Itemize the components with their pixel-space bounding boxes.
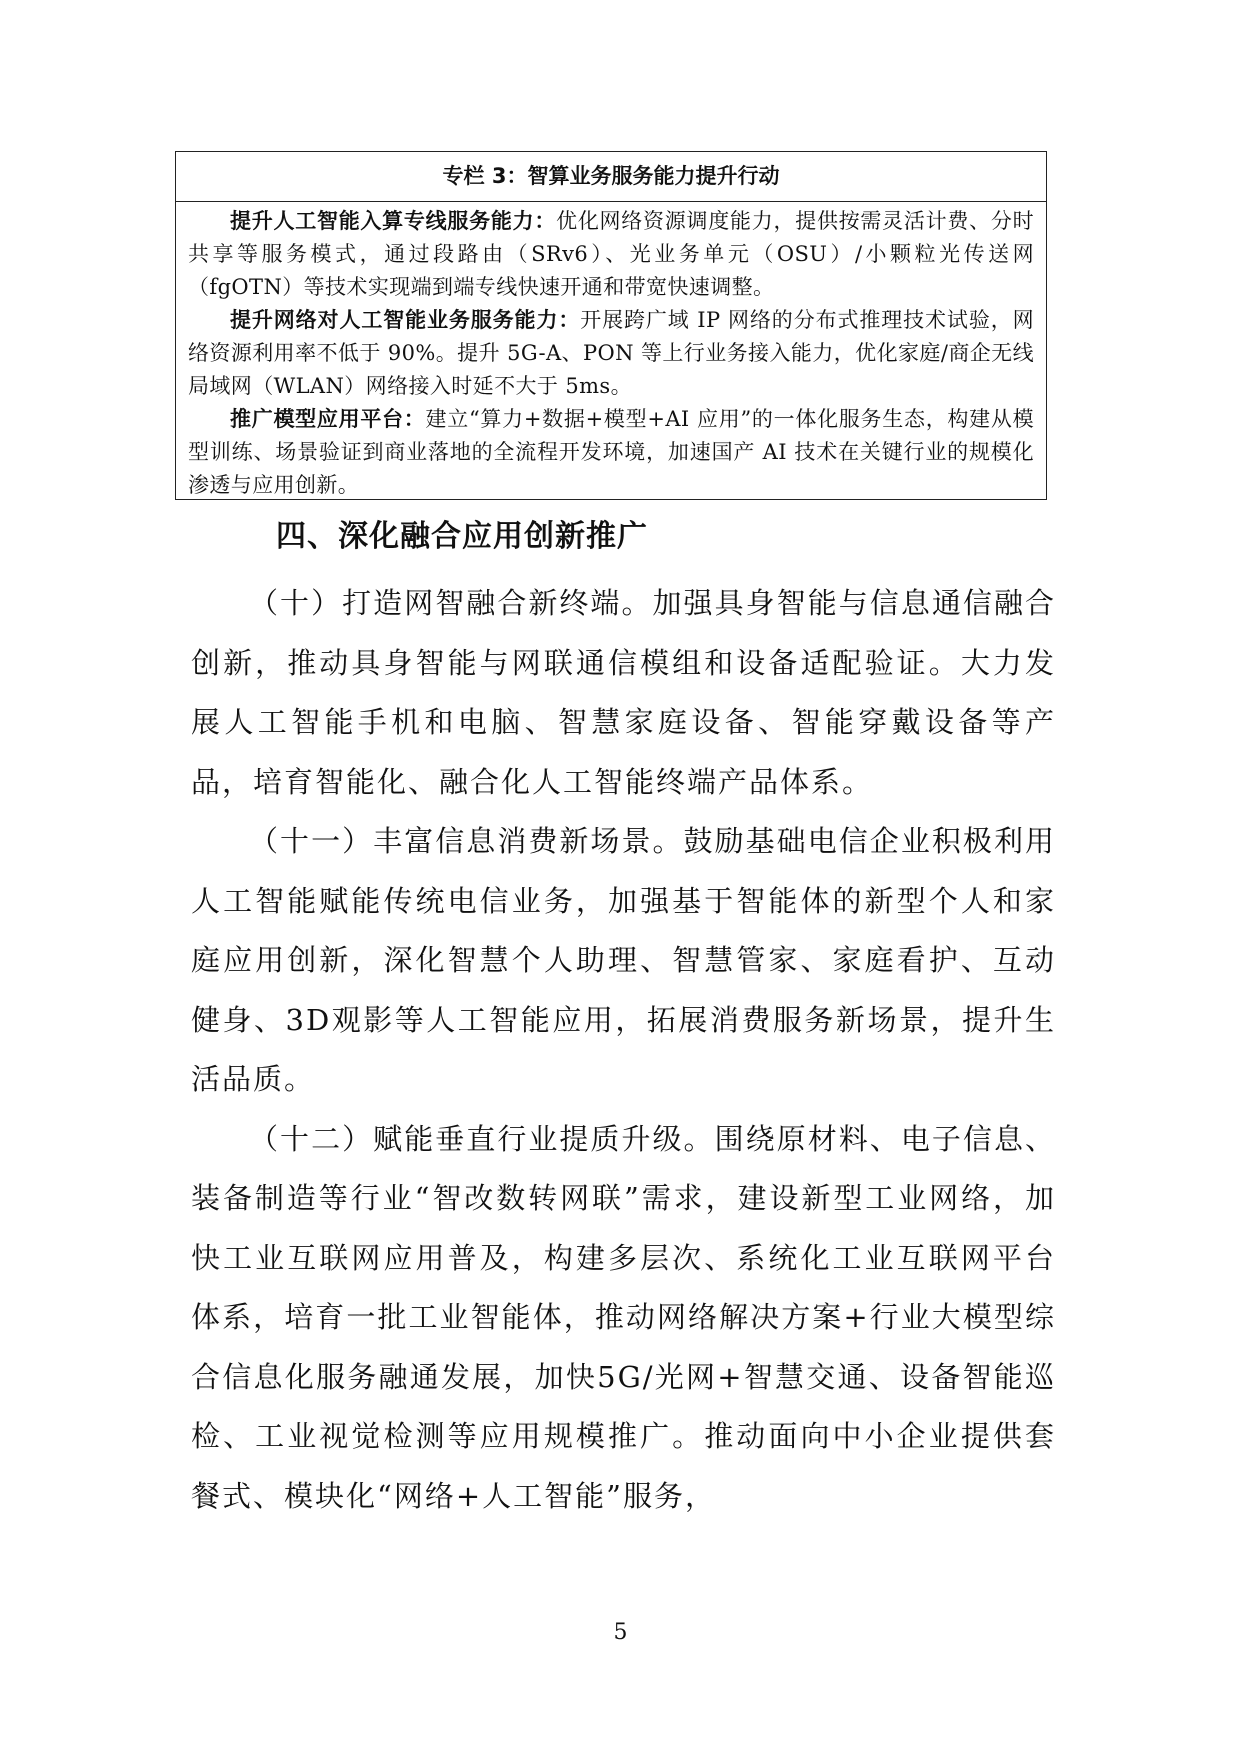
column-item bbox=[188, 403, 1034, 502]
column-item-lead: 提升网络对人工智能业务服务能力： bbox=[230, 308, 581, 332]
column-item-lead: 提升人工智能入算专线服务能力： bbox=[230, 209, 557, 233]
page-number: 5 bbox=[613, 1620, 628, 1645]
special-column-box bbox=[175, 151, 1047, 500]
column-item bbox=[188, 205, 1034, 304]
section-heading: 四、深化融合应用创新推广 bbox=[276, 519, 648, 554]
body-paragraph: （十一）丰富信息消费新场景。鼓励基础电信企业积极利用人工智能赋能传统电信业务，加强基于智能体的新型个人和家庭应用创新，深化智慧个人助理、智慧管家、家庭看护、互动健身、3D观影等人工智能应用，拓展消费服务新场景，提升生活品质。 bbox=[191, 824, 1056, 1096]
column-item bbox=[188, 304, 1034, 403]
section-body bbox=[191, 574, 1056, 1526]
body-paragraph: （十二）赋能垂直行业提质升级。围绕原材料、电子信息、装备制造等行业“智改数转网联”需求，建设新型工业网络，加快工业互联网应用普及，构建多层次、系统化工业互联网平台体系，培育一批工业智能体，推动网络解决方案+行业大模型综合信息化服务融通发展，加快5G/光网+智慧交通、设备智能巡检、工业视觉检测等应用规模推广。推动面向中小企业提供套餐式、模块化“网络+人工智能”服务， bbox=[191, 1121, 1056, 1513]
column-title: 专栏 3：智算业务服务能力提升行动 bbox=[176, 152, 1046, 202]
column-item-text: 开展跨广域 IP 网络的分布式推理技术试验，网络资源利用率不低于 90%。提升 5G-A、PON 等上行业务接入能力，优化家庭/商企无线局域网（WLAN）网络接入时延不大于 5ms。 bbox=[188, 308, 1034, 398]
column-item-text: 优化网络资源调度能力，提供按需灵活计费、分时共享等服务模式，通过段路由（SRv6）、光业务单元（OSU）/小颗粒光传送网（fgOTN）等技术实现端到端专线快速开通和带宽快速调整。 bbox=[188, 209, 1034, 299]
column-item-lead: 推广模型应用平台： bbox=[230, 407, 426, 431]
body-paragraph: （十）打造网智融合新终端。加强具身智能与信息通信融合创新，推动具身智能与网联通信模组和设备适配验证。大力发展人工智能手机和电脑、智慧家庭设备、智能穿戴设备等产品，培育智能化、融合化人工智能终端产品体系。 bbox=[191, 586, 1056, 799]
column-item-text: 建立“算力+数据+模型+AI 应用”的一体化服务生态，构建从模型训练、场景验证到商业落地的全流程开发环境，加速国产 AI 技术在关键行业的规模化渗透与应用创新。 bbox=[188, 407, 1034, 497]
column-body bbox=[176, 202, 1046, 502]
